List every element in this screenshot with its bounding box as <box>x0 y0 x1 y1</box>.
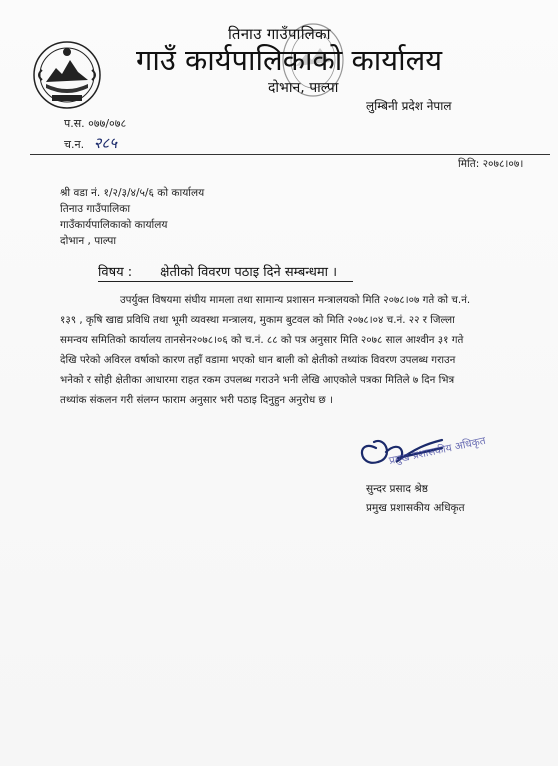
province-name: लुम्बिनी प्रदेश नेपाल <box>366 99 452 113</box>
body-line-1: उपर्युक्त विषयमा संघीय मामला तथा सामान्य प्रशासन मन्त्रालयको मिति २०७८।०७ गते को च.नं. <box>120 294 471 306</box>
letter-date: मिति: २०७८।०७। <box>458 158 524 170</box>
letter-body <box>60 290 518 410</box>
subject-underline <box>98 281 353 282</box>
fiscal-year: प.स. ०७७/०७८ <box>64 117 127 130</box>
body-line-2: १३९ , कृषि खाद्य प्रविधि तथा भूमी व्यवस्था मन्त्रालय, मुकाम बुटवल को मिति २०७८।०४ च.नं. २२ र जिल्ला <box>60 314 455 326</box>
municipality-name: तिनाउ गाउँपालिका <box>228 25 331 43</box>
signatory-name: सुन्दर प्रसाद श्रेष्ठ <box>366 483 428 495</box>
subject-text: क्षेतीको विवरण पठाइ दिने सम्बन्धमा । <box>160 265 338 280</box>
nepal-emblem-icon <box>32 40 102 110</box>
recipient-line-1: श्री वडा नं. १/२/३/४/५/६ को कार्यालय <box>60 187 205 199</box>
dispatch-label: च.न. <box>64 138 85 151</box>
office-title: गाउँ कार्यपालिकाको कार्यालय <box>136 43 443 77</box>
recipient-line-3: गाउँकार्यपालिकाको कार्यालय <box>60 219 168 231</box>
body-line-5: भनेको र सोही क्षेतीका आधारमा राहत रकम उपलब्ध गराउने भनी लेखि आएकोले पत्रका मितिले ७ दिन भित्र <box>60 374 455 386</box>
body-line-6: तथ्यांक संकलन गरी संलग्न फाराम अनुसार भरी पठाइ दिनुहुन अनुरोध छ । <box>60 394 333 406</box>
body-line-3: समन्वय समितिको कार्यालय तानसेन२०७८।०६ को च.नं. ८८ को पत्र अनुसार मिति २०७८ साल आश्वीन ३१ गते <box>60 334 464 346</box>
recipient-line-2: तिनाउ गाउँपालिका <box>60 203 131 215</box>
header-divider <box>30 154 550 155</box>
subject-label: विषय : <box>98 265 133 280</box>
signatory-title: प्रमुख प्रशासकीय अधिकृत <box>366 502 465 514</box>
dispatch-number-handwritten: २८५ <box>93 134 117 152</box>
body-line-4: देखि परेको अविरल वर्षाको कारण तहाँ वडामा भएको धान बाली को क्षेतीको तथ्यांक विवरण उपलब्ध गराउन <box>60 354 456 366</box>
office-location: दोभान, पाल्पा <box>268 80 339 96</box>
subject-line <box>98 262 337 280</box>
dispatch-number-row <box>64 133 117 153</box>
signatory-stamp: प्रमुख प्रशासकीय अधिकृत <box>387 434 487 468</box>
recipient-line-4: दोभान , पाल्पा <box>60 235 117 247</box>
